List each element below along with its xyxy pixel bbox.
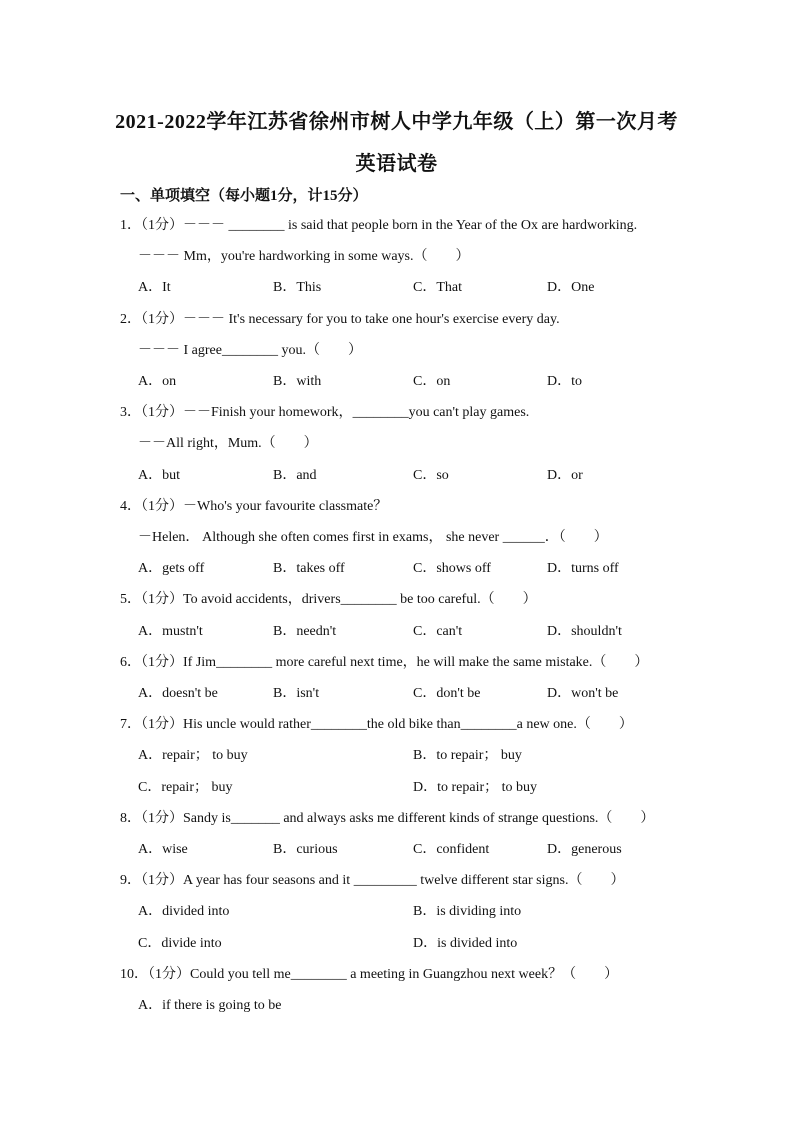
question-5-option-A: A．mustn't — [138, 624, 203, 639]
question-10-option-A: A．if there is going to be — [138, 998, 282, 1013]
question-6-option-B: B．isn't — [273, 686, 320, 701]
question-8-option-B: B．curious — [273, 842, 338, 857]
question-1-option-C: C．That — [413, 280, 462, 295]
question-2-option-D: D．to — [547, 374, 582, 389]
question-4-stem-line-1 — [120, 497, 387, 517]
stem-text: more careful next time，he will make the same mistake.（ ） — [272, 655, 649, 670]
question-7-option-B: B．to repair； buy — [413, 748, 522, 763]
stem-text: －－All right，Mum.（ ） — [138, 436, 318, 451]
question-2-option-B: B．with — [273, 374, 322, 389]
answer-blank: ________ — [228, 218, 285, 233]
question-4-option-B: B．takes off — [273, 561, 345, 576]
question-4-option-C: C．shows off — [413, 561, 491, 576]
question-5-option-D: D．shouldn't — [547, 624, 622, 639]
question-4-option-A: A．gets off — [138, 561, 205, 576]
stem-text: 10．（1分）Could you tell me — [120, 967, 291, 982]
question-9-option-B: B．is dividing into — [413, 904, 522, 919]
paper-title-line1: 2021-2022学年江苏省徐州市树人中学九年级（上）第一次月考 — [115, 111, 678, 133]
question-7-option-A: A．repair； to buy — [138, 748, 248, 763]
question-2-option-C: C．on — [413, 374, 451, 389]
stem-text: －Helen． Although she often comes first in exams， she never — [138, 530, 503, 545]
question-3-stem-line-1 — [120, 403, 529, 423]
stem-text: 7．（1分）His uncle would rather — [120, 717, 311, 732]
section-heading: 一、单项填空（每小题1分，计15分） — [120, 188, 368, 204]
question-2-stem-line-1 — [120, 310, 560, 330]
stem-text: 2．（1分）－－－ It's necessary for you to take one hour's exercise every day. — [120, 312, 560, 327]
stem-text: ．（ ） — [544, 530, 608, 545]
stem-text: 3．（1分）－－Finish your homework， — [120, 405, 353, 420]
question-6-stem-line-1 — [120, 653, 648, 673]
stem-text: 9．（1分）A year has four seasons and it — [120, 873, 354, 888]
stem-text: 4．（1分）－Who's your favourite classmate？ — [120, 499, 388, 514]
question-6-option-D: D．won't be — [547, 686, 619, 701]
question-6-option-C: C．don't be — [413, 686, 481, 701]
stem-text: be too careful.（ ） — [396, 592, 537, 607]
stem-text: 8．（1分）Sandy is — [120, 811, 231, 826]
stem-text: you can't play games. — [408, 405, 530, 420]
stem-text: 5．（1分）To avoid accidents，drivers — [120, 592, 341, 607]
question-1-option-A: A．It — [138, 280, 171, 295]
answer-blank: ________ — [290, 967, 347, 982]
answer-blank: ________ — [216, 655, 273, 670]
answer-blank: ________ — [340, 592, 397, 607]
stem-text: is said that people born in the Year of the Ox are hardworking. — [284, 218, 638, 233]
stem-text: 6．（1分）If Jim — [120, 655, 217, 670]
question-9-option-A: A．divided into — [138, 904, 230, 919]
question-3-option-A: A．but — [138, 468, 180, 483]
answer-blank: ______ — [502, 530, 545, 545]
stem-text: twelve different star signs.（ ） — [416, 873, 625, 888]
question-8-option-A: A．wise — [138, 842, 188, 857]
question-6-option-A: A．doesn't be — [138, 686, 218, 701]
stem-text: you.（ ） — [277, 343, 362, 358]
answer-blank: _________ — [353, 873, 417, 888]
question-2-stem-line-2 — [138, 341, 362, 361]
question-4-option-D: D．turns off — [547, 561, 619, 576]
stem-text: －－－ Mm，you're hardworking in some ways.（ ） — [138, 249, 470, 264]
stem-text: 1．（1分）－－－ — [120, 218, 229, 233]
question-1-stem-line-1 — [120, 216, 637, 236]
question-1-option-D: D．One — [547, 280, 595, 295]
question-7-stem-line-1 — [120, 715, 633, 735]
question-3-option-C: C．so — [413, 468, 449, 483]
question-2-option-A: A．on — [138, 374, 177, 389]
question-3-option-D: D．or — [547, 468, 583, 483]
question-7-option-C: C．repair； buy — [138, 780, 233, 795]
question-9-stem-line-1 — [120, 871, 624, 891]
stem-text: a meeting in Guangzhou next week？（ ） — [346, 967, 619, 982]
question-8-option-D: D．generous — [547, 842, 622, 857]
question-1-option-B: B．This — [273, 280, 322, 295]
question-3-option-B: B．and — [273, 468, 317, 483]
question-9-option-C: C．divide into — [138, 936, 222, 951]
question-5-stem-line-1 — [120, 590, 537, 610]
question-5-option-C: C．can't — [413, 624, 463, 639]
answer-blank: ________ — [310, 717, 367, 732]
question-9-option-D: D．is divided into — [413, 936, 518, 951]
question-1-stem-line-2 — [138, 247, 470, 267]
question-3-stem-line-2 — [138, 434, 318, 454]
answer-blank: _______ — [230, 811, 280, 826]
answer-blank: ________ — [221, 343, 278, 358]
question-5-option-B: B．needn't — [273, 624, 337, 639]
question-8-stem-line-1 — [120, 809, 654, 829]
stem-text: the old bike than________a new one.（ ） — [366, 717, 633, 732]
question-8-option-C: C．confident — [413, 842, 490, 857]
stem-text: －－－ I agree — [138, 343, 222, 358]
question-7-option-D: D．to repair； to buy — [413, 780, 538, 795]
answer-blank: ________ — [352, 405, 409, 420]
paper-title-line2: 英语试卷 — [355, 153, 438, 175]
stem-text: and always asks me different kinds of strange questions.（ ） — [279, 811, 655, 826]
question-10-stem-line-1 — [120, 965, 618, 985]
question-4-stem-line-2 — [138, 528, 608, 548]
